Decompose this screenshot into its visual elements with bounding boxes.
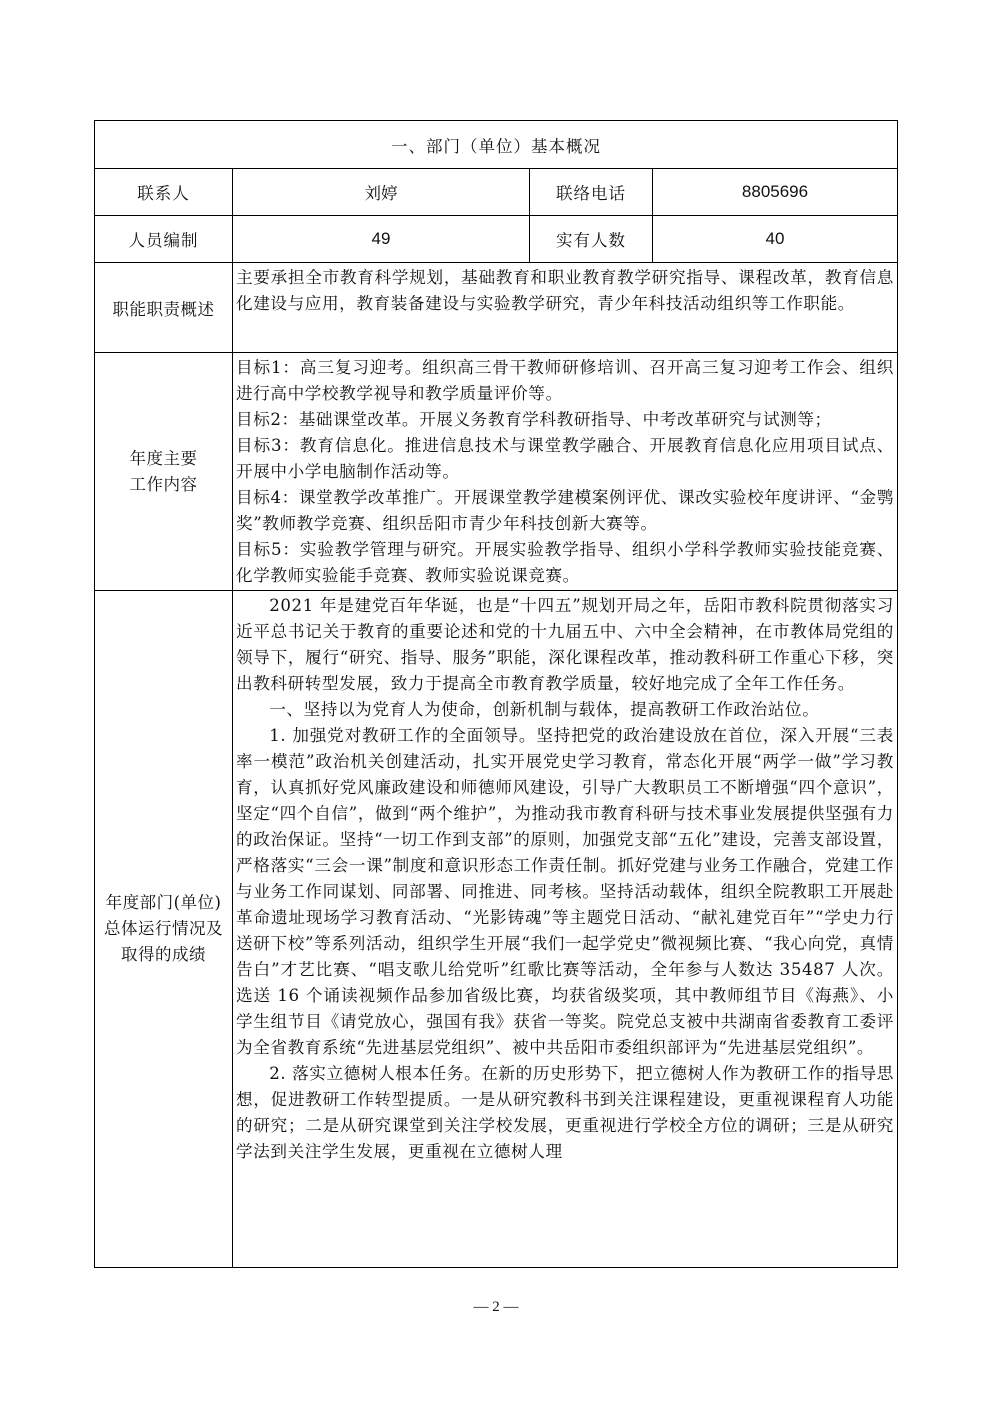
phone-value: 8805696 <box>653 169 898 216</box>
duties-text <box>233 263 898 353</box>
overall-text <box>233 591 898 1268</box>
basic-info-table <box>94 120 898 1268</box>
annual-work-row <box>95 353 898 591</box>
annual-work-goals <box>233 353 898 591</box>
goal-item: 目标3：教育信息化。推进信息技术与课堂教学融合、开展教育信息化应用项目试点、开展中小学电脑制作活动等。 <box>236 436 894 481</box>
overall-row <box>95 591 898 1268</box>
duties-label: 职能职责概述 <box>95 263 233 353</box>
overall-label-line: 年度部门(单位) <box>105 893 222 912</box>
contact-row <box>95 169 898 216</box>
overall-label <box>95 591 233 1268</box>
staffing-row <box>95 216 898 263</box>
duties-row <box>95 263 898 353</box>
staffing-label: 人员编制 <box>95 216 233 263</box>
annual-work-label <box>95 353 233 591</box>
actual-staff-value: 40 <box>653 216 898 263</box>
overall-label-line: 总体运行情况及 <box>104 919 223 938</box>
overall-label-line: 取得的成绩 <box>121 945 206 964</box>
contact-label: 联系人 <box>95 169 233 216</box>
actual-staff-label: 实有人数 <box>530 216 653 263</box>
overall-paragraph: 2021 年是建党百年华诞，也是“十四五”规划开局之年，岳阳市教科院贯彻落实习近平总书记关于教育的重要论述和党的十九届五中、六中全会精神，在市教体局党组的领导下，履行“研究、指导、服务”职能，深化课程改革，推动教科研工作重心下移，突出教科研转型发展，致力于提高全市教育教学质量，较好地完成了全年工作任务。 <box>236 596 894 693</box>
duties-paragraph: 主要承担全市教育科学规划，基础教育和职业教育教学研究指导、课程改革，教育信息化建设与应用，教育装备建设与实验教学研究，青少年科技活动组织等工作职能。 <box>236 268 894 313</box>
goal-item: 目标1：高三复习迎考。组织高三骨干教师研修培训、召开高三复习迎考工作会、组织进行高中学校教学视导和教学质量评价等。 <box>236 358 894 403</box>
goal-item: 目标5：实验教学管理与研究。开展实验教学指导、组织小学科学教师实验技能竞赛、化学教师实验能手竞赛、教师实验说课竞赛。 <box>236 540 894 585</box>
page-number: — 2 — <box>473 1299 519 1315</box>
annual-work-label-line: 工作内容 <box>129 474 198 494</box>
phone-label: 联络电话 <box>530 169 653 216</box>
section-title: 一、部门（单位）基本概况 <box>95 121 898 169</box>
overall-paragraph: 1. 加强党对教研工作的全面领导。坚持把党的政治建设放在首位，深入开展“三表率一模范”政治机关创建活动，扎实开展党史学习教育，常态化开展“两学一做”学习教育，认真抓好党风廉政建设和师德师风建设，引导广大教职员工不断增强“四个意识”，坚定“四个自信”，做到“两个维护”，为推动我市教育科研与技术事业发展提供坚强有力的政治保证。坚持“一切工作到支部”的原则，加强党支部“五化”建设，完善支部设置，严格落实“三会一课”制度和意识形态工作责任制。抓好党建与业务工作融合，党建工作与业务工作同谋划、同部署、同推进、同考核。坚持活动载体，组织全院教职工开展赴革命遗址现场学习教育活动、“光影铸魂”等主题党日活动、“献礼建党百年”“学史力行送研下校”等系列活动，组织学生开展“我们一起学党史”微视频比赛、“我心向党，真情告白”才艺比赛、“唱支歌儿给党听”红歌比赛等活动，全年参与人数达 35487 人次。选送 16 个诵读视频作品参加省级比赛，均获省级奖项，其中教师组节目《海燕》、小学生组节目《请党放心，强国有我》获省一等奖。院党总支被中共湖南省委教育工委评为全省教育系统“先进基层党组织”、被中共岳阳市委组织部评为“先进基层党组织”。 <box>236 726 894 1057</box>
contact-value: 刘婷 <box>233 169 530 216</box>
staffing-value: 49 <box>233 216 530 263</box>
overall-heading: 一、坚持以为党育人为使命，创新机制与载体，提高教研工作政治站位。 <box>269 700 820 719</box>
annual-work-label-line: 年度主要 <box>129 448 198 468</box>
goal-item: 目标2：基础课堂改革。开展义务教育学科教研指导、中考改革研究与试测等； <box>236 410 832 429</box>
goal-item: 目标4：课堂教学改革推广。开展课堂教学建模案例评优、课改实验校年度讲评、“金鹗奖”教师教学竞赛、组织岳阳市青少年科技创新大赛等。 <box>236 488 894 533</box>
overall-paragraph: 2. 落实立德树人根本任务。在新的历史形势下，把立德树人作为教研工作的指导思想，促进教研工作转型提质。一是从研究教科书到关注课程建设，更重视课程育人功能的研究；二是从研究课堂到关注学校发展，更重视进行学校全方位的调研；三是从研究学法到关注学生发展，更重视在立德树人理 <box>236 1064 894 1161</box>
